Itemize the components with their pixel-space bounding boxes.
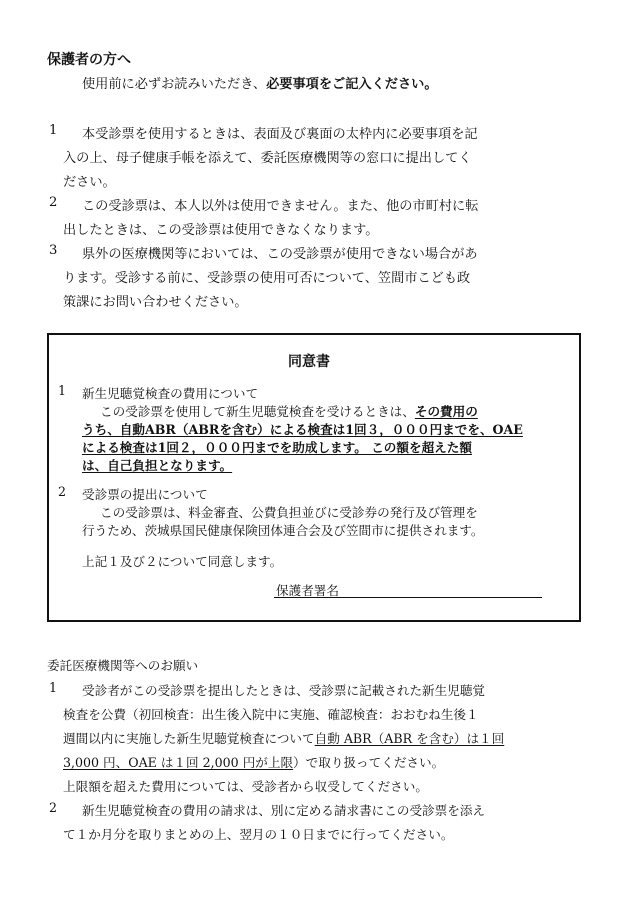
request-line: て１か月分を取りまとめの上、翌月の１０日までに行ってください。 (63, 827, 454, 842)
request-text-underlined: 自動 ABR（ABR を含む）は１回 (314, 731, 505, 746)
note-line: 入の上、母子健康手帳を添えて、委託医療機関等の窓口に提出してく (63, 151, 472, 166)
note-number: 1 (49, 123, 58, 138)
consent-title: 同意書 (288, 354, 330, 370)
consent-text-plain: この受診票を使用して新生児聴覚検査を受けるときは、 (100, 404, 415, 419)
consent-item-line: は、自己負担となります。 (82, 458, 233, 473)
request-text-plain: 週間以内に実施した新生児聴覚検査について (63, 731, 315, 746)
subtitle-bold: 必要事項をご記入ください。 (266, 77, 438, 92)
note-line: 策課にお問い合わせください。 (63, 295, 248, 310)
consent-box (47, 333, 581, 622)
consent-agree-statement: 上記１及び２について同意します。 (82, 554, 283, 569)
signature-field[interactable] (274, 597, 542, 598)
note-line: この受診票は、本人以外は使用できません。また、他の市町村に転 (82, 199, 479, 214)
request-line (63, 728, 504, 747)
request-line: 受診者がこの受診票を提出したときは、受診票に記載された新生児聴覚 (82, 683, 485, 698)
request-title: 委託医療機関等へのお願い (47, 658, 199, 673)
consent-item-heading: 新生児聴覚検査の費用について (82, 386, 259, 401)
note-line: 県外の医療機関等においては、この受診票が使用できない場合があ (82, 247, 478, 262)
subtitle (82, 73, 438, 92)
consent-item-line: うち、自動ABR（ABRを含む）による検査は1回３，０００円までを、OAE (82, 422, 523, 437)
note-line: ります。受診する前に、受診票の使用可否について、笠間市こども政 (63, 271, 471, 286)
consent-item-line: による検査は1回２，０００円までを助成します。 この額を超えた額 (82, 440, 472, 455)
request-text-plain: ）で取り扱ってください。 (293, 755, 445, 770)
consent-item-number: 2 (58, 484, 67, 499)
note-line: ださい。 (63, 175, 116, 190)
request-line (63, 752, 444, 771)
request-line: 上限額を超えた費用については、受診者から収受してください。 (63, 779, 428, 794)
consent-item-line: 行うため、茨城県国民健康保険団体連合会及び笠間市に提供されます。 (82, 523, 484, 538)
request-item-number: 1 (49, 680, 58, 695)
request-line: 新生児聴覚検査の費用の請求は、別に定める請求書にこの受診票を添え (82, 803, 485, 818)
note-line: 本受診票を使用するときは、表面及び裏面の太枠内に必要事項を記 (82, 127, 478, 142)
consent-item-line: この受診票は、料金審査、公費負担並びに受診券の発行及び管理を (100, 505, 478, 520)
signature-label: 保護者署名 (276, 583, 339, 598)
consent-item-number: 1 (58, 383, 67, 398)
note-number: 2 (49, 195, 58, 210)
consent-text-emphasis: その費用の (414, 404, 478, 419)
request-item-number: 2 (49, 800, 58, 815)
request-text-underlined: 3,000 円、OAE は１回 2,000 円が上限 (63, 755, 294, 770)
subtitle-plain: 使用前に必ずお読みいただき、 (82, 77, 267, 92)
consent-item-heading: 受診票の提出について (82, 487, 208, 502)
note-number: 3 (49, 243, 58, 258)
consent-item-line (100, 401, 478, 420)
note-line: 出したときは、この受診票は使用できなくなります。 (63, 223, 379, 238)
request-line: 検査を公費（初回検査：出生後入院中に実施、確認検査：おおむね生後１ (63, 707, 479, 722)
page-title: 保護者の方へ (47, 52, 131, 68)
